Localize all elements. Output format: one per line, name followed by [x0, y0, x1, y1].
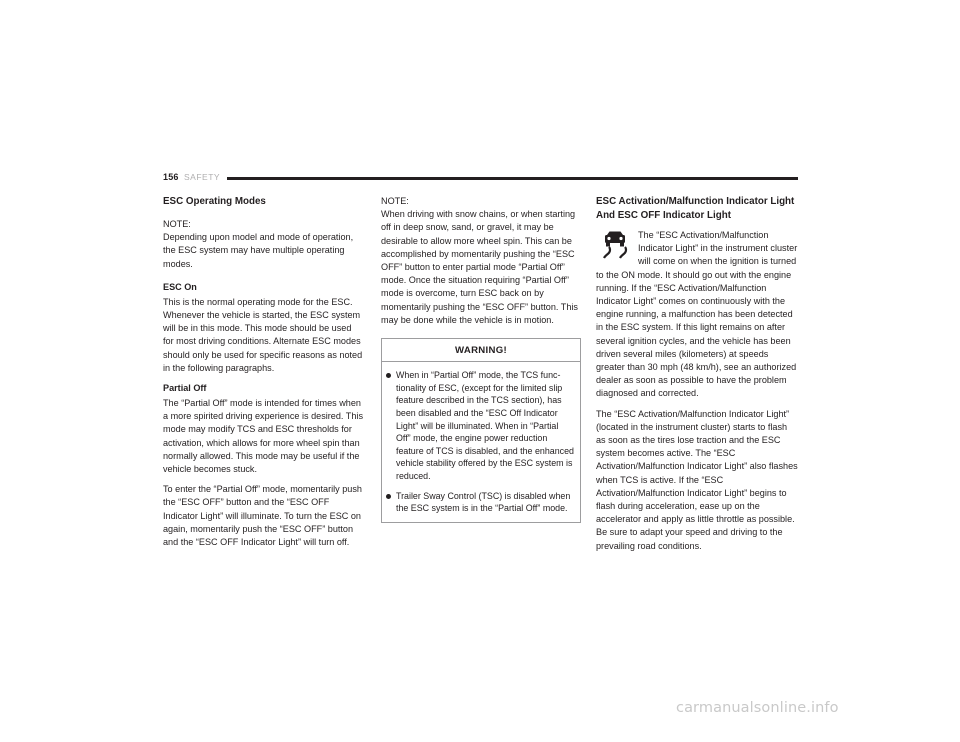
note-text: Depending upon model and mode of operation, the ESC system may have multiple operating modes. — [163, 232, 354, 269]
column-right — [596, 195, 798, 560]
esc-skid-car-icon — [602, 230, 628, 260]
warning-item-text: Trailer Sway Control (TSC) is disabled when the ESC system is in the “Partial Off” mode. — [396, 490, 571, 514]
warning-item — [386, 369, 575, 482]
partial-off-text: The “Partial Off” mode is intended for times when a more spirited driving experience is desired. This mode may modify TCS and ESC thresholds for activation, which allows for more wheel spin than normally allowed. This mode may be useful if the vehicle becomes stuck. — [163, 398, 363, 475]
page-number: 156 — [163, 172, 179, 182]
partial-off-heading: Partial Off — [163, 383, 207, 394]
watermark-logo: carmanualsonline.info — [676, 700, 839, 716]
note-label: NOTE: — [163, 219, 191, 229]
warning-item-text: When in “Partial Off” mode, the TCS func-tionality of ESC, (except for the limited slip feature described in the TCS section), has been disabled and the “ESC Off Indicator Light” will be illuminated. When in “Partial Off” mode, the engine power reduction feature of TCS is disabled, and the enhanced vehicle stability offered by the ESC system is reduced. — [396, 370, 574, 481]
warning-item — [386, 490, 575, 515]
section-title: SAFETY — [184, 172, 221, 182]
note-label: NOTE: — [381, 196, 409, 206]
column-middle — [381, 195, 581, 523]
warning-list — [382, 362, 580, 522]
bullet-icon — [386, 494, 391, 499]
warning-box — [381, 338, 581, 523]
indicator-paragraph-2: The “ESC Activation/Malfunction Indicator Light” (located in the instrument cluster) starts to flash as soon as the tires lose traction and the ESC system becomes active. The “ESC Activation/Malfunction Indicator Light” also flashes when TCS is active. If the “ESC Activation/Malfunction Indicator Light” begins to flash during acceleration, ease up on the accelerator and apply as little throttle as possible. Be sure to adapt your speed and driving to the prevailing road conditions. — [596, 408, 798, 551]
partial-off-instructions: To enter the “Partial Off” mode, momentarily push the “ESC OFF” button and the “ESC OFF Indicator Light” will illuminate. To turn the ESC on again, momentarily push the “ESC OFF” button and the “ESC OFF Indicator Light” will turn off. — [163, 484, 362, 548]
esc-indicator-heading: ESC Activation/Malfunction Indicator Light And ESC OFF Indicator Light — [596, 196, 795, 221]
column-left — [163, 195, 363, 556]
header-rule — [227, 177, 798, 180]
indicator-paragraph-1: The “ESC Activation/Malfunction Indicator Light” in the instrument cluster will come on when the ignition is turned to the ON mode. It should go out with the engine running. If the “ESC Activation/Malfunction Indicator Light” comes on continuously with the engine running, a malfunction has been detected in the ESC system. If this light remains on after several ignition cycles, and the vehicle has been driven several miles (kilometers) at speeds greater than 30 mph (48 km/h), see an authorized dealer as soon as possible to have the problem diagnosed and corrected. — [596, 230, 798, 399]
bullet-icon — [386, 373, 391, 378]
esc-on-text: This is the normal operating mode for the ESC. Whenever the vehicle is started, the ESC system will be in this mode. This mode should be used for most driving conditions. Alternate ESC modes should only be used for specific reasons as noted in the following paragraphs. — [163, 296, 363, 373]
page-header — [163, 172, 798, 186]
warning-title: WARNING! — [382, 339, 580, 362]
esc-operating-modes-heading: ESC Operating Modes — [163, 196, 266, 207]
esc-on-heading: ESC On — [163, 281, 197, 292]
note-text: When driving with snow chains, or when starting off in deep snow, sand, or gravel, it may be desirable to allow more wheel spin. This can be accomplished by momentarily pushing the “ESC OFF” button to enter partial mode “Partial Off” mode. Once the situation requiring “Partial Off” mode is overcome, turn ESC back on by momentarily pushing the “ESC OFF” button. This may be done while the vehicle is in motion. — [381, 209, 578, 325]
